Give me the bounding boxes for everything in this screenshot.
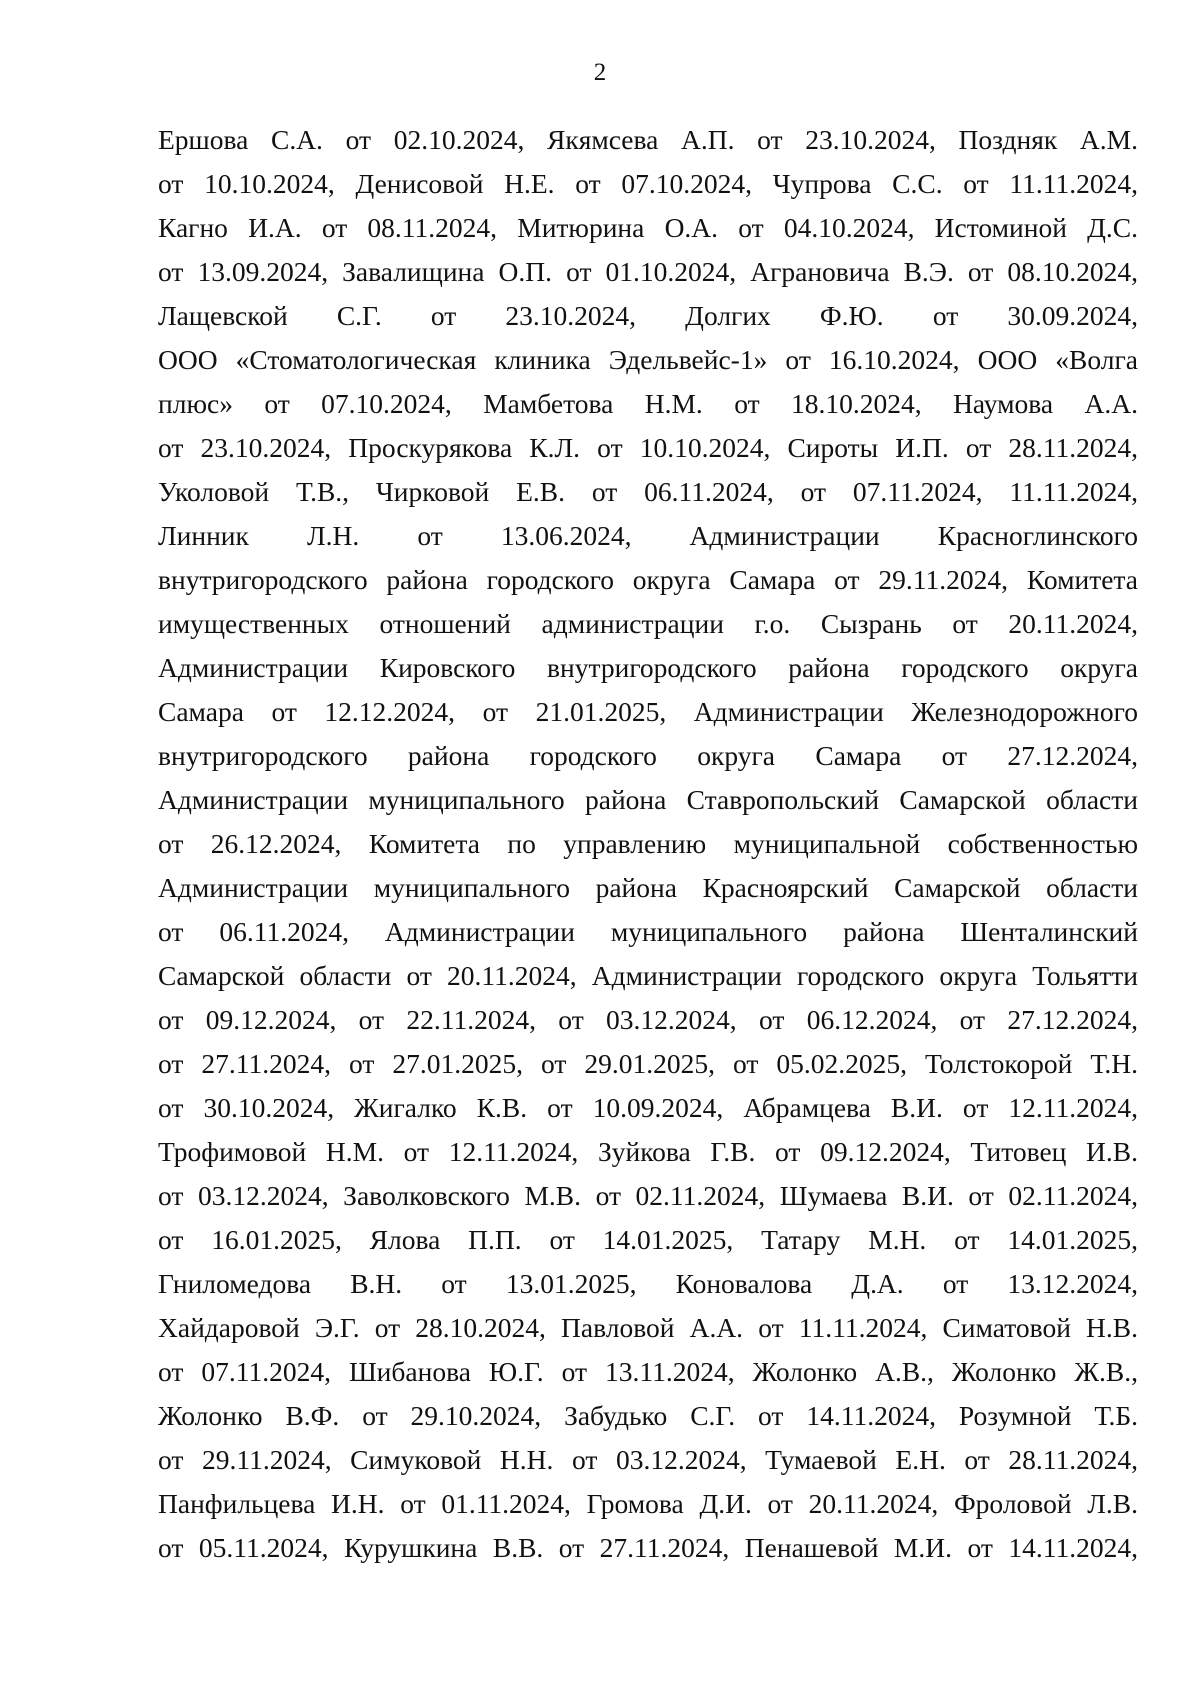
- text-line: Ершова С.А. от 02.10.2024, Якямсева А.П. от 23.10.2024, Поздняк А.М.: [158, 124, 1138, 155]
- text-line: Хайдаровой Э.Г. от 28.10.2024, Павловой А.А. от 11.11.2024, Симатовой Н.В.: [158, 1312, 1138, 1343]
- text-line: от 05.11.2024, Курушкина В.В. от 27.11.2024, Пенашевой М.И. от 14.11.2024,: [158, 1532, 1138, 1563]
- text-line: Самарской области от 20.11.2024, Администрации городского округа Тольятти: [158, 960, 1138, 991]
- text-line: от 09.12.2024, от 22.11.2024, от 03.12.2024, от 06.12.2024, от 27.12.2024,: [158, 1004, 1138, 1035]
- text-line: от 13.09.2024, Завалищина О.П. от 01.10.2024, Аграновича В.Э. от 08.10.2024,: [158, 256, 1138, 287]
- text-line: от 16.01.2025, Ялова П.П. от 14.01.2025, Татару М.Н. от 14.01.2025,: [158, 1224, 1138, 1255]
- text-line: Трофимовой Н.М. от 12.11.2024, Зуйкова Г.В. от 09.12.2024, Титовец И.В.: [158, 1136, 1138, 1167]
- text-line: Уколовой Т.В., Чирковой Е.В. от 06.11.2024, от 07.11.2024, 11.11.2024,: [158, 476, 1138, 507]
- text-line: Панфильцева И.Н. от 01.11.2024, Громова Д.И. от 20.11.2024, Фроловой Л.В.: [158, 1488, 1138, 1519]
- text-line: Администрации муниципального района Ставропольский Самарской области: [158, 784, 1138, 815]
- text-line: внутригородского района городского округа Самара от 27.12.2024,: [158, 740, 1138, 771]
- text-line: Администрации муниципального района Красноярский Самарской области: [158, 872, 1138, 903]
- text-line: имущественных отношений администрации г.о. Сызрань от 20.11.2024,: [158, 608, 1138, 639]
- text-line: плюс» от 07.10.2024, Мамбетова Н.М. от 18.10.2024, Наумова А.А.: [158, 388, 1138, 419]
- text-line: Гниломедова В.Н. от 13.01.2025, Коновалова Д.А. от 13.12.2024,: [158, 1268, 1138, 1299]
- text-line: ООО «Стоматологическая клиника Эдельвейс-1» от 16.10.2024, ООО «Волга: [158, 344, 1138, 375]
- text-line: Кагно И.А. от 08.11.2024, Митюрина О.А. от 04.10.2024, Истоминой Д.С.: [158, 212, 1138, 243]
- text-line: Жолонко В.Ф. от 29.10.2024, Забудько С.Г. от 14.11.2024, Розумной Т.Б.: [158, 1400, 1138, 1431]
- text-line: от 27.11.2024, от 27.01.2025, от 29.01.2025, от 05.02.2025, Толстокорой Т.Н.: [158, 1048, 1138, 1079]
- text-line: от 30.10.2024, Жигалко К.В. от 10.09.2024, Абрамцева В.И. от 12.11.2024,: [158, 1092, 1138, 1123]
- text-line: от 23.10.2024, Проскурякова К.Л. от 10.10.2024, Сироты И.П. от 28.11.2024,: [158, 432, 1138, 463]
- page-number: 2: [593, 59, 607, 86]
- text-line: Лащевской С.Г. от 23.10.2024, Долгих Ф.Ю. от 30.09.2024,: [158, 300, 1138, 331]
- text-line: от 10.10.2024, Денисовой Н.Е. от 07.10.2024, Чупрова С.С. от 11.11.2024,: [158, 168, 1138, 199]
- text-line: от 03.12.2024, Заволковского М.В. от 02.11.2024, Шумаева В.И. от 02.11.2024,: [158, 1180, 1138, 1211]
- text-line: от 26.12.2024, Комитета по управлению муниципальной собственностью: [158, 828, 1138, 859]
- text-line: Самара от 12.12.2024, от 21.01.2025, Администрации Железнодорожного: [158, 696, 1138, 727]
- text-line: от 07.11.2024, Шибанова Ю.Г. от 13.11.2024, Жолонко А.В., Жолонко Ж.В.,: [158, 1356, 1138, 1387]
- text-line: Линник Л.Н. от 13.06.2024, Администрации Красноглинского: [158, 520, 1138, 551]
- text-line: от 06.11.2024, Администрации муниципального района Шенталинский: [158, 916, 1138, 947]
- text-line: от 29.11.2024, Симуковой Н.Н. от 03.12.2024, Тумаевой Е.Н. от 28.11.2024,: [158, 1444, 1138, 1475]
- text-line: внутригородского района городского округа Самара от 29.11.2024, Комитета: [158, 564, 1138, 595]
- body-text: [158, 118, 1138, 1570]
- text-line: Администрации Кировского внутригородского района городского округа: [158, 652, 1138, 683]
